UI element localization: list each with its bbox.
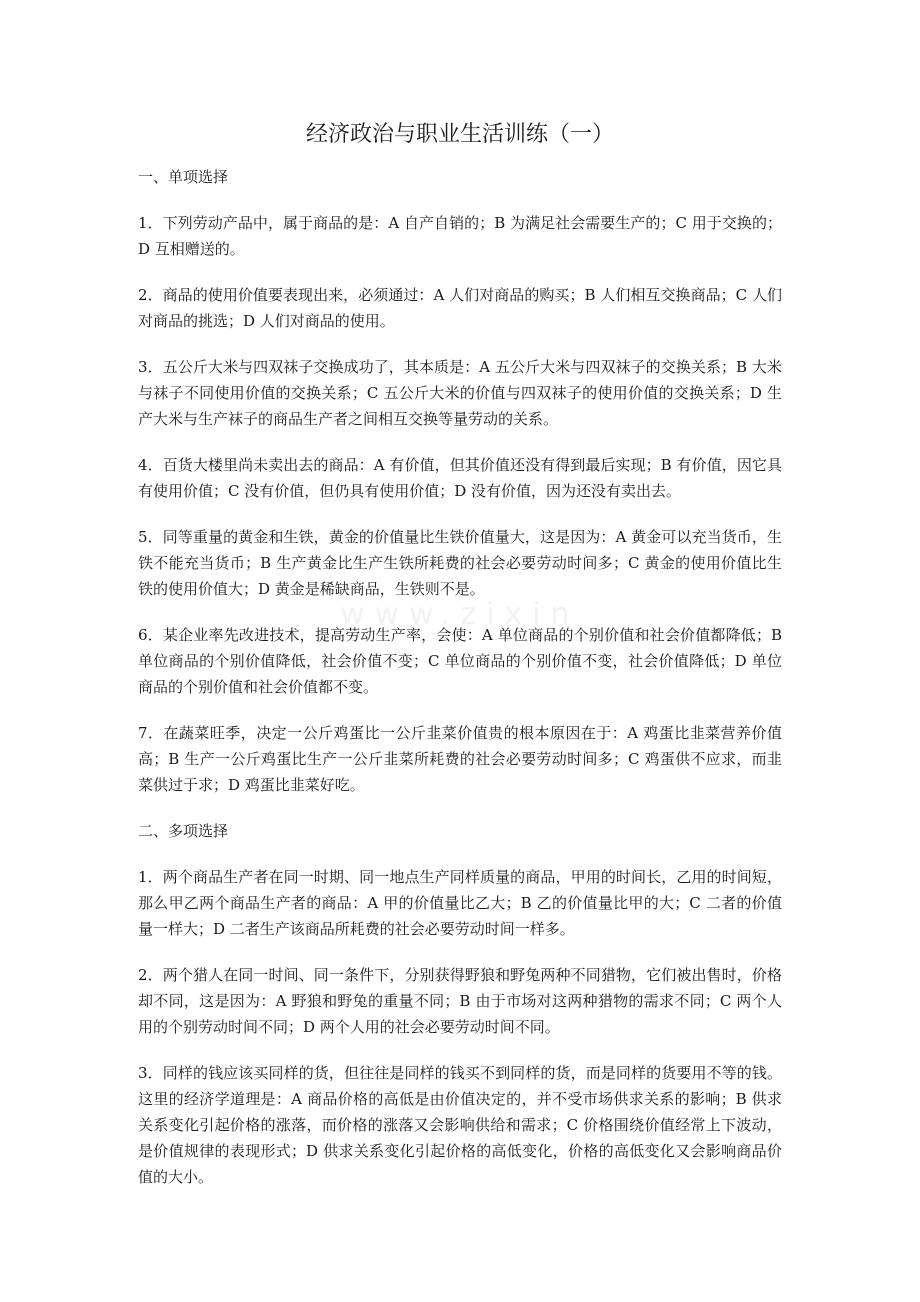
- question-item: 3．五公斤大米与四双袜子交换成功了，其本质是：A 五公斤大米与四双袜子的交换关系；B 大米与袜子不同使用价值的交换关系；C 五公斤大米的价值与四双袜子的使用价值的交换关系；D 生产大米与生产袜子的商品生产者之间相互交换等量劳动的关系。: [138, 358, 782, 428]
- document-page: [138, 112, 782, 1190]
- question-item: 3．同样的钱应该买同样的货，但往往是同样的钱买不到同样的货，而是同样的货要用不等的钱。这里的经济学道理是：A 商品价格的高低是由价值决定的，并不受市场供求关系的影响；B 供求关系变化引起价格的涨落，而价格的涨落又会影响供给和需求；C 价格围绕价值经常上下波动，是价值规律的表现形式；D 供求关系变化引起价格的高低变化，价格的高低变化又会影响商品价值的大小。: [138, 1064, 782, 1186]
- section-heading: 二、多项选择: [138, 822, 229, 840]
- section-heading: 一、单项选择: [138, 168, 229, 186]
- question-item: 6．某企业率先改进技术，提高劳动生产率，会使：A 单位商品的个别价值和社会价值都降低；B 单位商品的个别价值降低，社会价值不变；C 单位商品的个别价值不变，社会价值降低；D 单位商品的个别价值和社会价值都不变。: [138, 626, 782, 696]
- question-item: 2．两个猎人在同一时间、同一条件下，分别获得野狼和野兔两种不同猎物，它们被出售时，价格却不同，这是因为：A 野狼和野兔的重量不同；B 由于市场对这两种猎物的需求不同；C 两个人用的个别劳动时间不同；D 两个人用的社会必要劳动时间不同。: [138, 966, 782, 1036]
- page-title: 经济政治与职业生活训练（一）: [305, 122, 614, 147]
- question-item: 7．在蔬菜旺季，决定一公斤鸡蛋比一公斤韭菜价值贵的根本原因在于：A 鸡蛋比韭菜营养价值高；B 生产一公斤鸡蛋比生产一公斤韭菜所耗费的社会必要劳动时间多；C 鸡蛋供不应求，而韭菜供过于求；D 鸡蛋比韭菜好吃。: [138, 724, 782, 794]
- question-item: 1．下列劳动产品中，属于商品的是：A 自产自销的；B 为满足社会需要生产的；C 用于交换的；D 互相赠送的。: [138, 214, 782, 258]
- question-item: 4．百货大楼里尚未卖出去的商品：A 有价值，但其价值还没有得到最后实现；B 有价值，因它具有使用价值；C 没有价值，但仍具有使用价值；D 没有价值，因为还没有卖出去。: [138, 456, 782, 500]
- question-item: 5．同等重量的黄金和生铁，黄金的价值量比生铁价值量大，这是因为：A 黄金可以充当货币，生铁不能充当货币；B 生产黄金比生产生铁所耗费的社会必要劳动时间多；C 黄金的使用价值比生铁的使用价值大；D 黄金是稀缺商品，生铁则不是。: [138, 528, 782, 598]
- watermark-text: www.zixin: [340, 597, 580, 632]
- section-single-choice: [138, 164, 782, 798]
- question-item: 1．两个商品生产者在同一时期、同一地点生产同样质量的商品，甲用的时间长，乙用的时间短，那么甲乙两个商品生产者的商品：A 甲的价值量比乙大；B 乙的价值量比甲的大；C 二者的价值量一样大；D 二者生产该商品所耗费的社会必要劳动时间一样多。: [138, 868, 782, 938]
- question-item: 2．商品的使用价值要表现出来，必须通过：A 人们对商品的购买；B 人们相互交换商品；C 人们对商品的挑选；D 人们对商品的使用。: [138, 286, 782, 330]
- section-multiple-choice: [138, 818, 782, 1190]
